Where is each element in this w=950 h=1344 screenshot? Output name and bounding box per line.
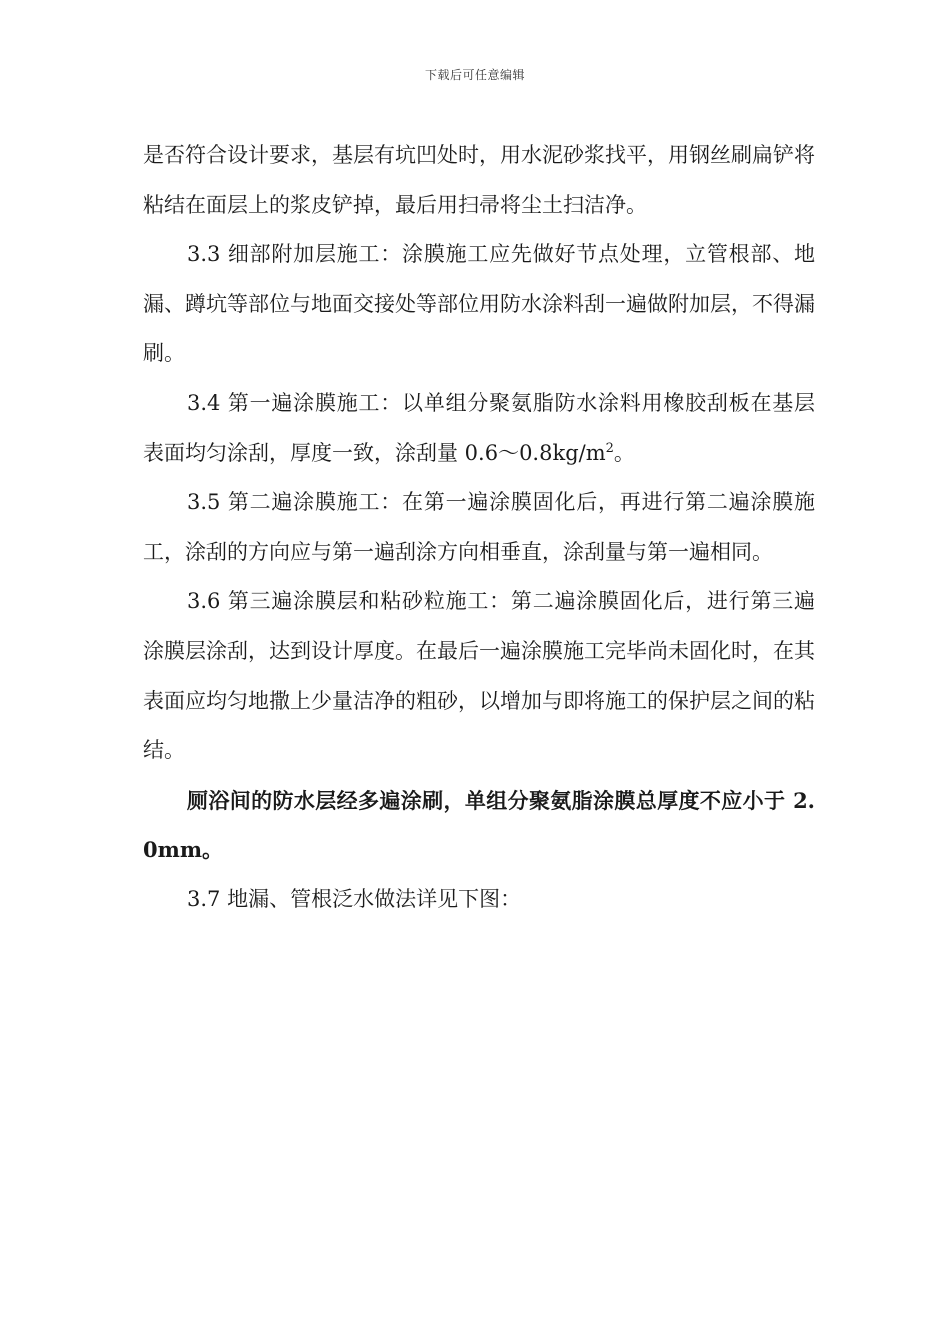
- paragraph-continuation: 是否符合设计要求，基层有坑凹处时，用水泥砂浆找平，用钢丝刷扁铲将粘结在面层上的浆皮铲掉，最后用扫帚将尘土扫洁净。: [143, 143, 815, 217]
- paragraph-3-4-text: 3.4 第一遍涂膜施工：以单组分聚氨脂防水涂料用橡胶刮板在基层表面均匀涂刮，厚度一致，涂刮量 0.6～0.8kg/m: [143, 390, 815, 465]
- paragraph-3-4-tail: 。: [613, 440, 635, 465]
- paragraph-3-5: 3.5 第二遍涂膜施工：在第一遍涂膜固化后，再进行第二遍涂膜施工，涂刮的方向应与第一遍刮涂方向相垂直，涂刮量与第一遍相同。: [143, 490, 815, 564]
- paragraph-3-3: 3.3 细部附加层施工：涂膜施工应先做好节点处理，立管根部、地漏、蹲坑等部位与地面交接处等部位用防水涂料刮一遍做附加层，不得漏刷。: [143, 242, 815, 366]
- page-header: 下载后可任意编辑: [424, 68, 525, 82]
- paragraph-bold-note: 厕浴间的防水层经多遍涂刷，单组分聚氨脂涂膜总厚度不应小于 2.0mm。: [143, 787, 815, 863]
- document-body: [143, 131, 815, 925]
- paragraph-3-7: 3.7 地漏、管根泛水做法详见下图：: [187, 886, 522, 911]
- paragraph-3-6: 3.6 第三遍涂膜层和粘砂粒施工：第二遍涂膜固化后，进行第三遍涂膜层涂刮，达到设计厚度。在最后一遍涂膜施工完毕尚未固化时，在其表面应均匀地撒上少量洁净的粗砂，以增加与即将施工的保护层之间的粘结。: [143, 589, 815, 763]
- superscript-2: 2: [605, 440, 614, 456]
- paragraph-3-4: [143, 379, 815, 478]
